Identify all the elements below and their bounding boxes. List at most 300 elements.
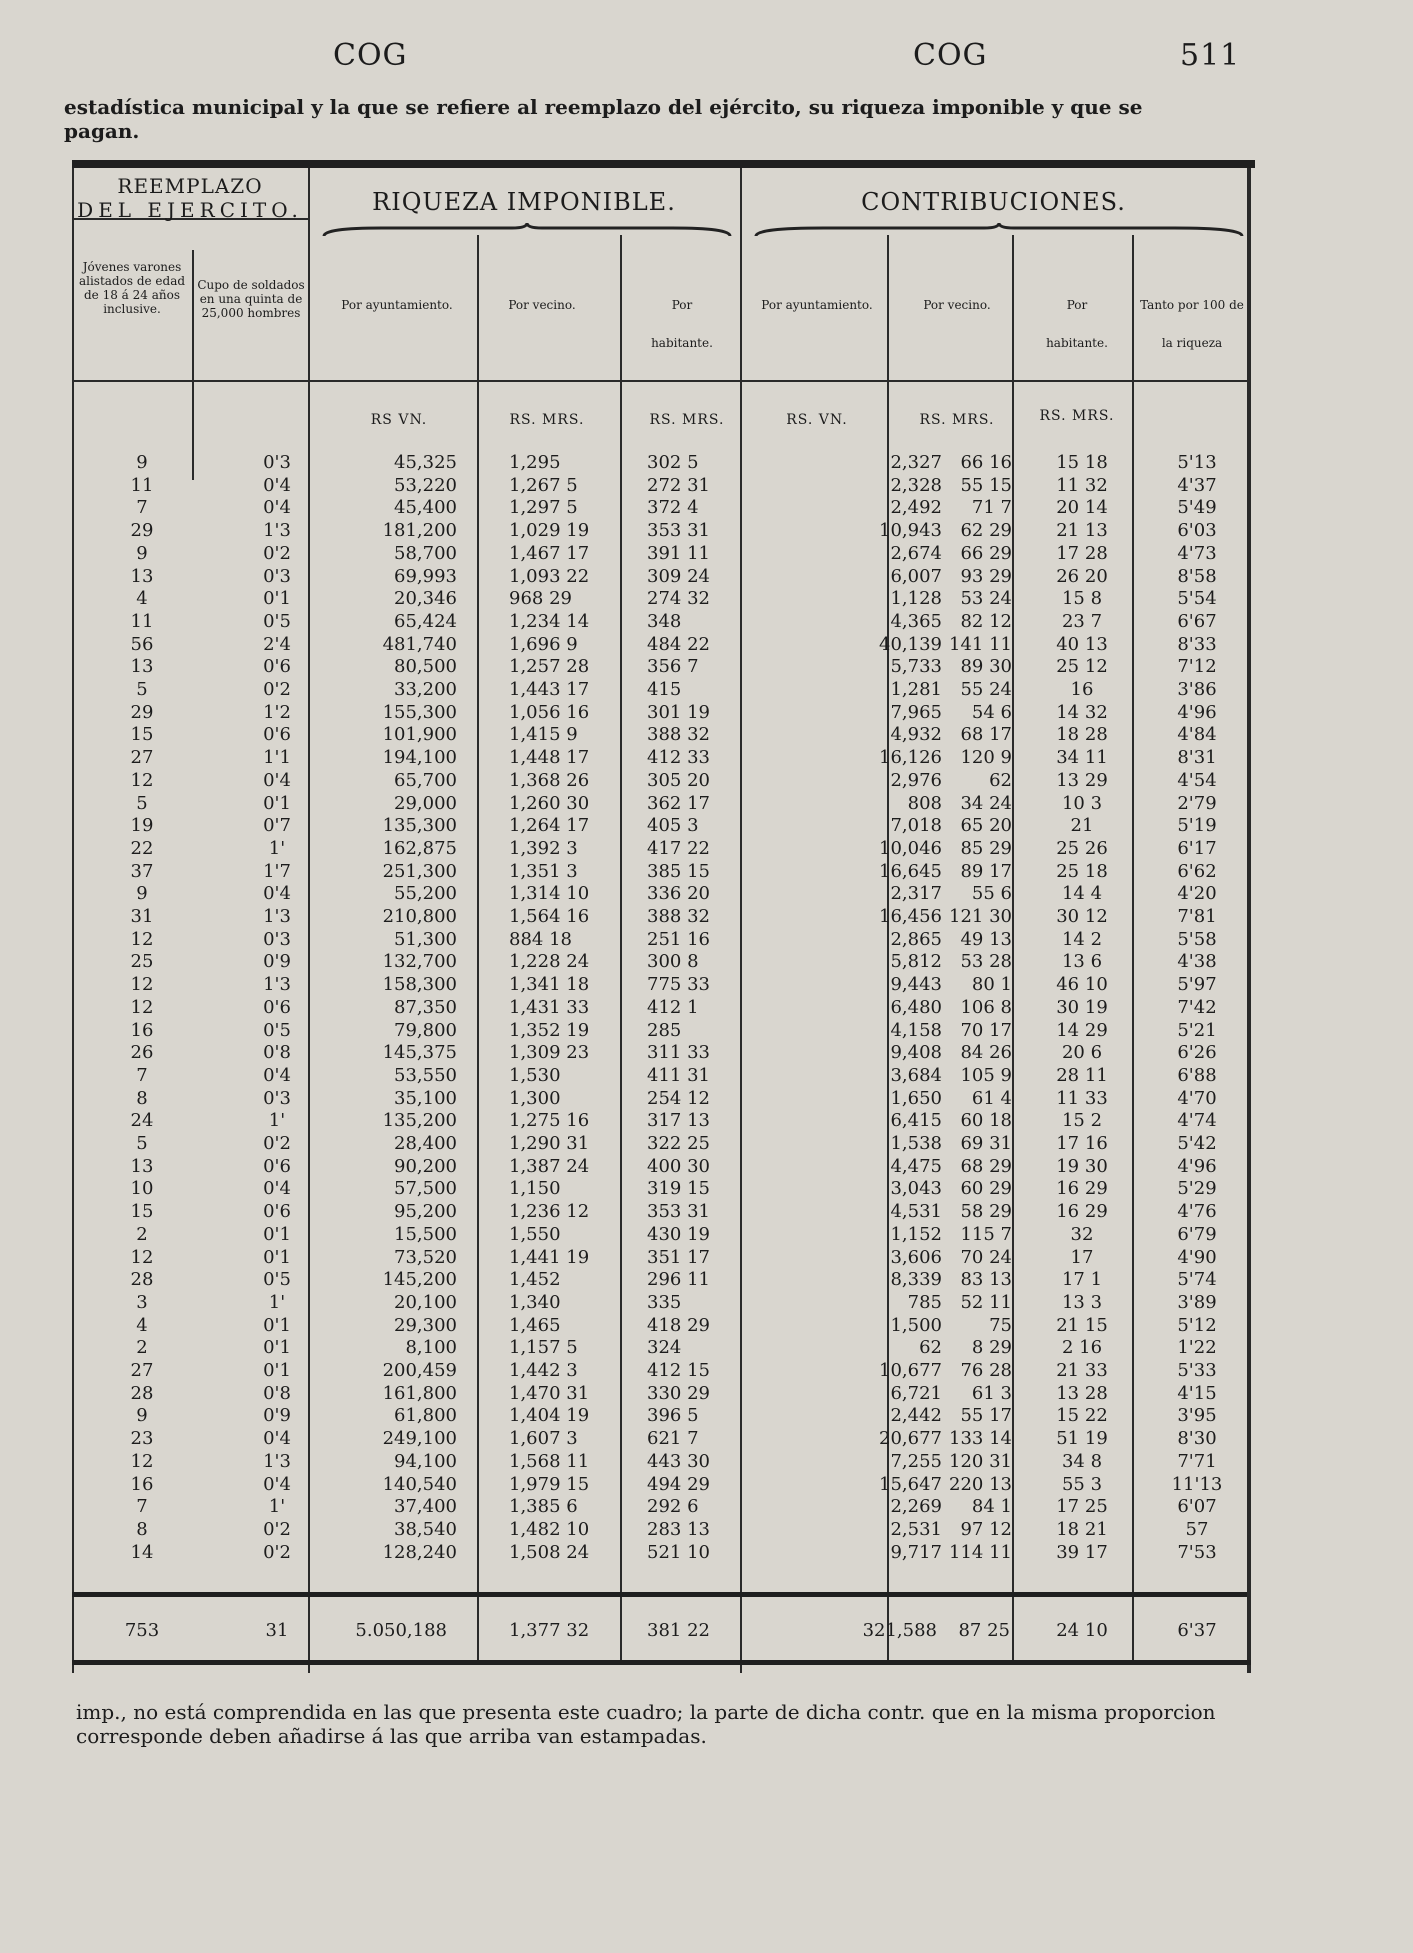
cell-tanto: 4'38 bbox=[1177, 951, 1217, 973]
statistics-table bbox=[72, 160, 1255, 1675]
cell-jovenes: 27 bbox=[130, 747, 154, 769]
table-row bbox=[72, 861, 1255, 884]
totals-rule bbox=[72, 1592, 1247, 1597]
cell-c-habitante: 17 1 bbox=[1061, 1269, 1103, 1291]
cell-cupo: 2'4 bbox=[263, 633, 291, 655]
cell-c-vecino: 75 bbox=[989, 1314, 1012, 1336]
cell-c-ayuntamiento: 9,408 bbox=[890, 1042, 942, 1064]
cell-jovenes: 13 bbox=[130, 656, 154, 678]
cell-r-vecino: 1,387 24 bbox=[509, 1155, 590, 1177]
cell-r-habitante: 412 33 bbox=[647, 747, 710, 769]
cell-c-vecino: 69 31 bbox=[960, 1133, 1012, 1154]
cell-c-vecino: 55 24 bbox=[960, 679, 1012, 700]
cell-r-vecino: 1,470 31 bbox=[509, 1382, 590, 1404]
cell-c-habitante: 20 6 bbox=[1061, 1042, 1103, 1064]
cell-c-ayuntamiento: 1,538 bbox=[890, 1133, 942, 1154]
cell-c-vecino: 68 17 bbox=[960, 724, 1012, 746]
cell-tanto: 6'17 bbox=[1177, 837, 1217, 859]
unit-r-habitante: RS. MRS. bbox=[649, 412, 725, 428]
cell-cupo: 0'6 bbox=[263, 1155, 291, 1177]
cell-c-habitante: 39 17 bbox=[1056, 1541, 1108, 1563]
cell-c-habitante: 13 3 bbox=[1061, 1291, 1103, 1313]
cell-r-vecino: 1,441 19 bbox=[509, 1246, 590, 1268]
cell-r-ayuntamiento: 51,300 bbox=[394, 928, 457, 950]
cell-cupo: 1'3 bbox=[263, 1450, 291, 1472]
cell-r-habitante: 391 11 bbox=[647, 542, 710, 564]
cell-tanto: 5'58 bbox=[1177, 928, 1217, 950]
cell-cupo: 0'6 bbox=[263, 996, 291, 1018]
cell-c-vecino: 105 9 bbox=[960, 1064, 1012, 1086]
cell-cupo: 0'2 bbox=[263, 1133, 291, 1154]
cell-cupo: 1' bbox=[268, 1110, 286, 1132]
cell-tanto: 5'12 bbox=[1177, 1314, 1217, 1336]
cell-c-vecino: 53 28 bbox=[960, 951, 1012, 973]
cell-r-habitante: 348 bbox=[647, 610, 682, 632]
table-row bbox=[72, 1020, 1255, 1043]
col-r-ayuntamiento: Por ayuntamiento. bbox=[341, 298, 453, 312]
cell-r-vecino: 1,448 17 bbox=[509, 747, 590, 769]
cell-r-habitante: 443 30 bbox=[647, 1450, 710, 1472]
cell-tanto: 6'67 bbox=[1177, 610, 1217, 632]
cell-c-ayuntamiento: 62 bbox=[919, 1337, 942, 1359]
table-row bbox=[72, 770, 1255, 793]
cell-r-vecino: 1,056 16 bbox=[509, 701, 590, 723]
cell-r-ayuntamiento: 87,350 bbox=[394, 996, 457, 1018]
cell-cupo: 0'3 bbox=[263, 452, 291, 473]
table-row bbox=[72, 1360, 1255, 1383]
cell-c-ayuntamiento: 1,152 bbox=[890, 1223, 942, 1245]
cell-c-habitante: 15 8 bbox=[1061, 588, 1103, 610]
cell-jovenes: 12 bbox=[130, 974, 154, 996]
cell-c-vecino: 70 17 bbox=[960, 1019, 1012, 1041]
cell-r-vecino: 1,260 30 bbox=[509, 792, 590, 814]
cell-r-vecino: 1,341 18 bbox=[509, 974, 590, 996]
cell-tanto: 4'96 bbox=[1177, 1155, 1217, 1177]
cell-jovenes: 7 bbox=[136, 497, 148, 519]
table-row bbox=[72, 974, 1255, 997]
unit-c-habitante: RS. MRS. bbox=[1039, 408, 1115, 424]
cell-jovenes: 31 bbox=[130, 906, 154, 927]
cell-c-habitante: 17 bbox=[1070, 1246, 1094, 1268]
cell-c-vecino: 66 16 bbox=[960, 452, 1012, 473]
cell-c-vecino: 53 24 bbox=[960, 588, 1012, 610]
table-row bbox=[72, 1133, 1255, 1156]
cell-cupo: 1'3 bbox=[263, 520, 291, 542]
table-row bbox=[72, 1088, 1255, 1111]
cell-r-habitante: 300 8 bbox=[647, 951, 699, 973]
cell-tanto: 5'29 bbox=[1177, 1178, 1217, 1200]
cell-tanto: 6'07 bbox=[1177, 1496, 1217, 1518]
table-row bbox=[72, 1065, 1255, 1088]
col-c-ayuntamiento: Por ayuntamiento. bbox=[761, 298, 873, 312]
cell-jovenes: 9 bbox=[136, 1405, 148, 1427]
cell-r-ayuntamiento: 194,100 bbox=[382, 747, 457, 769]
cell-cupo: 1' bbox=[268, 837, 286, 859]
cell-c-ayuntamiento: 1,128 bbox=[890, 588, 942, 610]
cell-c-vecino: 55 17 bbox=[960, 1405, 1012, 1427]
total-c-vecino: 87 25 bbox=[958, 1620, 1010, 1641]
cell-r-habitante: 411 31 bbox=[647, 1064, 710, 1086]
cell-r-habitante: 254 12 bbox=[647, 1087, 710, 1109]
cell-c-ayuntamiento: 9,443 bbox=[890, 974, 942, 996]
cell-c-ayuntamiento: 7,018 bbox=[890, 815, 942, 837]
cell-r-ayuntamiento: 69,993 bbox=[394, 565, 457, 587]
cell-r-habitante: 305 20 bbox=[647, 769, 710, 791]
cell-r-vecino: 1,550 bbox=[509, 1223, 561, 1245]
brace-contribuciones bbox=[754, 222, 1244, 238]
table-row bbox=[72, 702, 1255, 725]
cell-r-habitante: 296 11 bbox=[647, 1269, 710, 1291]
cell-r-habitante: 353 31 bbox=[647, 520, 710, 542]
cell-c-ayuntamiento: 6,721 bbox=[890, 1382, 942, 1404]
header-center: COG bbox=[913, 38, 988, 73]
cell-r-ayuntamiento: 135,300 bbox=[382, 815, 457, 837]
cell-cupo: 0'1 bbox=[263, 1360, 291, 1381]
cell-c-vecino: 121 30 bbox=[949, 906, 1012, 927]
cell-c-vecino: 62 29 bbox=[960, 520, 1012, 542]
cell-r-ayuntamiento: 29,000 bbox=[394, 792, 457, 814]
col-r-vecino: Por vecino. bbox=[508, 298, 576, 312]
cell-c-habitante: 21 13 bbox=[1056, 520, 1108, 542]
cell-c-habitante: 14 32 bbox=[1056, 701, 1108, 723]
cell-c-habitante: 15 18 bbox=[1056, 452, 1108, 473]
cell-jovenes: 19 bbox=[130, 815, 154, 837]
cell-c-habitante: 10 3 bbox=[1061, 792, 1103, 814]
cell-c-ayuntamiento: 2,492 bbox=[890, 497, 942, 519]
total-c-habitante: 24 10 bbox=[1056, 1620, 1108, 1641]
cell-jovenes: 23 bbox=[130, 1428, 154, 1450]
cell-jovenes: 29 bbox=[130, 520, 154, 542]
cell-tanto: 7'53 bbox=[1177, 1541, 1217, 1563]
cell-c-vecino: 84 26 bbox=[960, 1042, 1012, 1064]
cell-r-habitante: 412 15 bbox=[647, 1360, 710, 1381]
cell-cupo: 0'6 bbox=[263, 1201, 291, 1223]
table-row bbox=[72, 588, 1255, 611]
table-row bbox=[72, 1178, 1255, 1201]
cell-r-ayuntamiento: 65,424 bbox=[394, 610, 457, 632]
cell-r-vecino: 1,295 bbox=[509, 452, 561, 473]
cell-jovenes: 24 bbox=[130, 1110, 154, 1132]
cell-c-ayuntamiento: 16,456 bbox=[879, 906, 942, 927]
cell-tanto: 3'86 bbox=[1177, 679, 1217, 700]
cell-cupo: 0'5 bbox=[263, 1269, 291, 1291]
header-left: COG bbox=[333, 38, 408, 73]
cell-tanto: 7'12 bbox=[1177, 656, 1217, 678]
cell-r-habitante: 317 13 bbox=[647, 1110, 710, 1132]
intro-text: estadística municipal y la que se refiere al reemplazo del ejército, su riqueza imponible y que se pagan. bbox=[64, 95, 1143, 143]
cell-jovenes: 29 bbox=[130, 701, 154, 723]
cell-jovenes: 56 bbox=[130, 633, 154, 655]
cell-tanto: 4'15 bbox=[1177, 1382, 1217, 1404]
cell-c-habitante: 26 20 bbox=[1056, 565, 1108, 587]
cell-tanto: 6'26 bbox=[1177, 1042, 1217, 1064]
cell-r-habitante: 311 33 bbox=[647, 1042, 710, 1064]
cell-c-habitante: 13 6 bbox=[1061, 951, 1103, 973]
cell-c-vecino: 82 12 bbox=[960, 610, 1012, 632]
cell-tanto: 2'79 bbox=[1177, 792, 1217, 814]
table-row bbox=[72, 497, 1255, 520]
cell-r-habitante: 353 31 bbox=[647, 1201, 710, 1223]
cell-c-ayuntamiento: 785 bbox=[907, 1291, 942, 1313]
col-r-habitante: Por habitante. bbox=[651, 298, 713, 350]
cell-r-habitante: 388 32 bbox=[647, 906, 710, 927]
cell-jovenes: 22 bbox=[130, 837, 154, 859]
cell-cupo: 0'1 bbox=[263, 1223, 291, 1245]
cell-c-vecino: 61 3 bbox=[971, 1382, 1012, 1404]
cell-c-vecino: 120 9 bbox=[960, 747, 1012, 769]
cell-tanto: 8'58 bbox=[1177, 565, 1217, 587]
cell-r-habitante: 385 15 bbox=[647, 860, 710, 882]
bottom-rule bbox=[72, 1660, 1251, 1665]
cell-r-vecino: 1,309 23 bbox=[509, 1042, 590, 1064]
cell-jovenes: 12 bbox=[130, 769, 154, 791]
cell-c-ayuntamiento: 2,328 bbox=[890, 474, 942, 496]
cell-jovenes: 7 bbox=[136, 1496, 148, 1518]
cell-r-habitante: 372 4 bbox=[647, 497, 699, 519]
cell-c-habitante: 16 bbox=[1070, 679, 1094, 700]
cell-cupo: 0'3 bbox=[263, 1087, 291, 1109]
cell-c-habitante: 55 3 bbox=[1061, 1473, 1103, 1495]
cell-r-vecino: 1,442 3 bbox=[509, 1360, 578, 1381]
cell-cupo: 1'3 bbox=[263, 906, 291, 927]
cell-cupo: 0'4 bbox=[263, 1178, 291, 1200]
cell-r-vecino: 1,150 bbox=[509, 1178, 561, 1200]
cell-jovenes: 12 bbox=[130, 996, 154, 1018]
cell-c-ayuntamiento: 2,442 bbox=[890, 1405, 942, 1427]
cell-c-ayuntamiento: 6,415 bbox=[890, 1110, 942, 1132]
table-row bbox=[72, 724, 1255, 747]
cell-c-vecino: 58 29 bbox=[960, 1201, 1012, 1223]
cell-tanto: 4'70 bbox=[1177, 1087, 1217, 1109]
cell-r-ayuntamiento: 200,459 bbox=[382, 1360, 457, 1381]
cell-c-vecino: 68 29 bbox=[960, 1155, 1012, 1177]
cell-tanto: 3'89 bbox=[1177, 1291, 1217, 1313]
cell-c-vecino: 55 15 bbox=[960, 474, 1012, 496]
cell-r-vecino: 1,351 3 bbox=[509, 860, 578, 882]
cell-jovenes: 15 bbox=[130, 1201, 154, 1223]
cell-c-vecino: 34 24 bbox=[960, 792, 1012, 814]
cell-tanto: 6'88 bbox=[1177, 1064, 1217, 1086]
cell-c-habitante: 14 29 bbox=[1056, 1019, 1108, 1041]
cell-r-habitante: 324 bbox=[647, 1337, 682, 1359]
cell-cupo: 0'6 bbox=[263, 656, 291, 678]
cell-r-habitante: 285 bbox=[647, 1019, 682, 1041]
cell-c-ayuntamiento: 7,255 bbox=[890, 1450, 942, 1472]
cell-r-habitante: 283 13 bbox=[647, 1518, 710, 1540]
cell-c-vecino: 115 7 bbox=[960, 1223, 1012, 1245]
cell-jovenes: 2 bbox=[136, 1223, 148, 1245]
cell-tanto: 8'33 bbox=[1177, 633, 1217, 655]
cell-jovenes: 9 bbox=[136, 542, 148, 564]
cell-c-ayuntamiento: 9,717 bbox=[890, 1541, 942, 1563]
cell-tanto: 5'74 bbox=[1177, 1269, 1217, 1291]
cell-c-vecino: 52 11 bbox=[960, 1291, 1012, 1313]
cell-r-vecino: 1,696 9 bbox=[509, 633, 578, 655]
cell-r-ayuntamiento: 29,300 bbox=[394, 1314, 457, 1336]
table-row bbox=[72, 1042, 1255, 1065]
cell-jovenes: 12 bbox=[130, 928, 154, 950]
cell-tanto: 4'37 bbox=[1177, 474, 1217, 496]
cell-r-habitante: 251 16 bbox=[647, 928, 710, 950]
cell-c-vecino: 71 7 bbox=[971, 497, 1012, 519]
cell-c-habitante: 11 32 bbox=[1056, 474, 1108, 496]
subheader-rule bbox=[72, 380, 1247, 382]
cell-r-vecino: 1,340 bbox=[509, 1291, 561, 1313]
cell-c-ayuntamiento: 2,327 bbox=[890, 452, 942, 473]
cell-r-ayuntamiento: 161,800 bbox=[382, 1382, 457, 1404]
unit-c-ayuntamiento: RS. VN. bbox=[786, 412, 848, 428]
cell-c-habitante: 30 19 bbox=[1056, 996, 1108, 1018]
cell-c-vecino: 120 31 bbox=[949, 1450, 1012, 1472]
cell-c-vecino: 66 29 bbox=[960, 542, 1012, 564]
cell-r-ayuntamiento: 128,240 bbox=[382, 1541, 457, 1563]
cell-jovenes: 2 bbox=[136, 1337, 148, 1359]
cell-c-vecino: 97 12 bbox=[960, 1518, 1012, 1540]
cell-cupo: 0'4 bbox=[263, 1064, 291, 1086]
cell-c-habitante: 11 33 bbox=[1056, 1087, 1108, 1109]
cell-r-vecino: 968 29 bbox=[509, 588, 572, 610]
cell-r-vecino: 884 18 bbox=[509, 928, 572, 950]
cell-r-ayuntamiento: 181,200 bbox=[382, 520, 457, 542]
cell-c-vecino: 60 29 bbox=[960, 1178, 1012, 1200]
group-contribuciones: CONTRIBUCIONES. bbox=[861, 188, 1126, 216]
table-row bbox=[72, 1315, 1255, 1338]
cell-r-vecino: 1,234 14 bbox=[509, 610, 590, 632]
cell-r-vecino: 1,530 bbox=[509, 1064, 561, 1086]
cell-r-vecino: 1,290 31 bbox=[509, 1133, 590, 1154]
cell-r-ayuntamiento: 45,325 bbox=[394, 452, 457, 473]
table-row bbox=[72, 951, 1255, 974]
cell-r-ayuntamiento: 37,400 bbox=[394, 1496, 457, 1518]
cell-c-vecino: 141 11 bbox=[949, 633, 1012, 655]
cell-tanto: 4'76 bbox=[1177, 1201, 1217, 1223]
cell-tanto: 5'49 bbox=[1177, 497, 1217, 519]
cell-r-vecino: 1,482 10 bbox=[509, 1518, 590, 1540]
cell-r-ayuntamiento: 28,400 bbox=[394, 1133, 457, 1154]
cell-c-habitante: 25 12 bbox=[1056, 656, 1108, 678]
cell-r-vecino: 1,314 10 bbox=[509, 883, 590, 905]
cell-r-vecino: 1,352 19 bbox=[509, 1019, 590, 1041]
cell-cupo: 0'3 bbox=[263, 928, 291, 950]
cell-c-vecino: 220 13 bbox=[949, 1473, 1012, 1495]
cell-tanto: 5'19 bbox=[1177, 815, 1217, 837]
cell-c-habitante: 25 26 bbox=[1056, 837, 1108, 859]
cell-c-habitante: 17 28 bbox=[1056, 542, 1108, 564]
table-row bbox=[72, 1224, 1255, 1247]
cell-c-vecino: 84 1 bbox=[971, 1496, 1012, 1518]
cell-jovenes: 12 bbox=[130, 1450, 154, 1472]
cell-jovenes: 25 bbox=[130, 951, 154, 973]
cell-c-ayuntamiento: 2,865 bbox=[890, 928, 942, 950]
cell-c-habitante: 51 19 bbox=[1056, 1428, 1108, 1450]
cell-r-ayuntamiento: 162,875 bbox=[382, 837, 457, 859]
table-row bbox=[72, 1156, 1255, 1179]
cell-r-ayuntamiento: 38,540 bbox=[394, 1518, 457, 1540]
cell-tanto: 7'81 bbox=[1177, 906, 1217, 927]
cell-cupo: 0'4 bbox=[263, 1473, 291, 1495]
cell-jovenes: 13 bbox=[130, 1155, 154, 1177]
divider-sub-1 bbox=[192, 250, 194, 480]
cell-r-vecino: 1,368 26 bbox=[509, 769, 590, 791]
table-row bbox=[72, 1474, 1255, 1497]
cell-r-vecino: 1,257 28 bbox=[509, 656, 590, 678]
table-row bbox=[72, 1292, 1255, 1315]
cell-tanto: 4'54 bbox=[1177, 769, 1217, 791]
cell-tanto: 5'33 bbox=[1177, 1360, 1217, 1381]
cell-r-ayuntamiento: 158,300 bbox=[382, 974, 457, 996]
cell-c-habitante: 21 bbox=[1070, 815, 1094, 837]
table-row bbox=[72, 1405, 1255, 1428]
cell-r-vecino: 1,264 17 bbox=[509, 815, 590, 837]
cell-jovenes: 15 bbox=[130, 724, 154, 746]
cell-r-vecino: 1,452 bbox=[509, 1269, 561, 1291]
cell-c-ayuntamiento: 4,932 bbox=[890, 724, 942, 746]
cell-r-vecino: 1,465 bbox=[509, 1314, 561, 1336]
table-row bbox=[72, 997, 1255, 1020]
cell-cupo: 0'4 bbox=[263, 1428, 291, 1450]
cell-r-habitante: 274 32 bbox=[647, 588, 710, 610]
cell-r-ayuntamiento: 79,800 bbox=[394, 1019, 457, 1041]
cell-c-vecino: 65 20 bbox=[960, 815, 1012, 837]
cell-r-vecino: 1,564 16 bbox=[509, 906, 590, 927]
cell-c-habitante: 32 bbox=[1070, 1223, 1094, 1245]
cell-r-ayuntamiento: 65,700 bbox=[394, 769, 457, 791]
cell-r-ayuntamiento: 20,346 bbox=[394, 588, 457, 610]
table-row bbox=[72, 1383, 1255, 1406]
col-c-vecino: Por vecino. bbox=[923, 298, 991, 312]
page-number: 511 bbox=[1180, 38, 1241, 73]
cell-cupo: 0'9 bbox=[263, 1405, 291, 1427]
cell-jovenes: 10 bbox=[130, 1178, 154, 1200]
cell-c-vecino: 85 29 bbox=[960, 837, 1012, 859]
col-jovenes: Jóvenes varones alistados de edad de 18 á 24 años inclusive. bbox=[78, 260, 186, 316]
cell-c-ayuntamiento: 16,126 bbox=[879, 747, 942, 769]
cell-cupo: 1' bbox=[268, 1291, 286, 1313]
cell-tanto: 4'90 bbox=[1177, 1246, 1217, 1268]
cell-cupo: 0'2 bbox=[263, 542, 291, 564]
cell-cupo: 0'4 bbox=[263, 883, 291, 905]
table-row bbox=[72, 1428, 1255, 1451]
cell-r-vecino: 1,467 17 bbox=[509, 542, 590, 564]
cell-r-vecino: 1,385 6 bbox=[509, 1496, 578, 1518]
cell-jovenes: 3 bbox=[136, 1291, 148, 1313]
cell-c-habitante: 34 11 bbox=[1056, 747, 1108, 769]
cell-c-habitante: 16 29 bbox=[1056, 1201, 1108, 1223]
unit-r-ayuntamiento: RS VN. bbox=[370, 412, 428, 428]
cell-cupo: 1'7 bbox=[263, 860, 291, 882]
cell-r-ayuntamiento: 95,200 bbox=[394, 1201, 457, 1223]
cell-c-habitante: 21 33 bbox=[1056, 1360, 1108, 1381]
cell-tanto: 5'54 bbox=[1177, 588, 1217, 610]
cell-c-ayuntamiento: 1,281 bbox=[890, 679, 942, 700]
cell-r-vecino: 1,093 22 bbox=[509, 565, 590, 587]
cell-cupo: 0'8 bbox=[263, 1382, 291, 1404]
table-row bbox=[72, 906, 1255, 929]
cell-c-vecino: 70 24 bbox=[960, 1246, 1012, 1268]
table-row bbox=[72, 1110, 1255, 1133]
cell-c-ayuntamiento: 3,606 bbox=[890, 1246, 942, 1268]
cell-r-vecino: 1,275 16 bbox=[509, 1110, 590, 1132]
group-reemplazo-line2: DEL EJERCITO. bbox=[77, 198, 303, 222]
table-row bbox=[72, 1269, 1255, 1292]
cell-jovenes: 5 bbox=[136, 1133, 148, 1154]
cell-cupo: 0'4 bbox=[263, 474, 291, 496]
cell-c-ayuntamiento: 10,677 bbox=[879, 1360, 942, 1381]
cell-r-habitante: 388 32 bbox=[647, 724, 710, 746]
cell-tanto: 7'71 bbox=[1177, 1450, 1217, 1472]
cell-jovenes: 9 bbox=[136, 883, 148, 905]
cell-tanto: 4'84 bbox=[1177, 724, 1217, 746]
